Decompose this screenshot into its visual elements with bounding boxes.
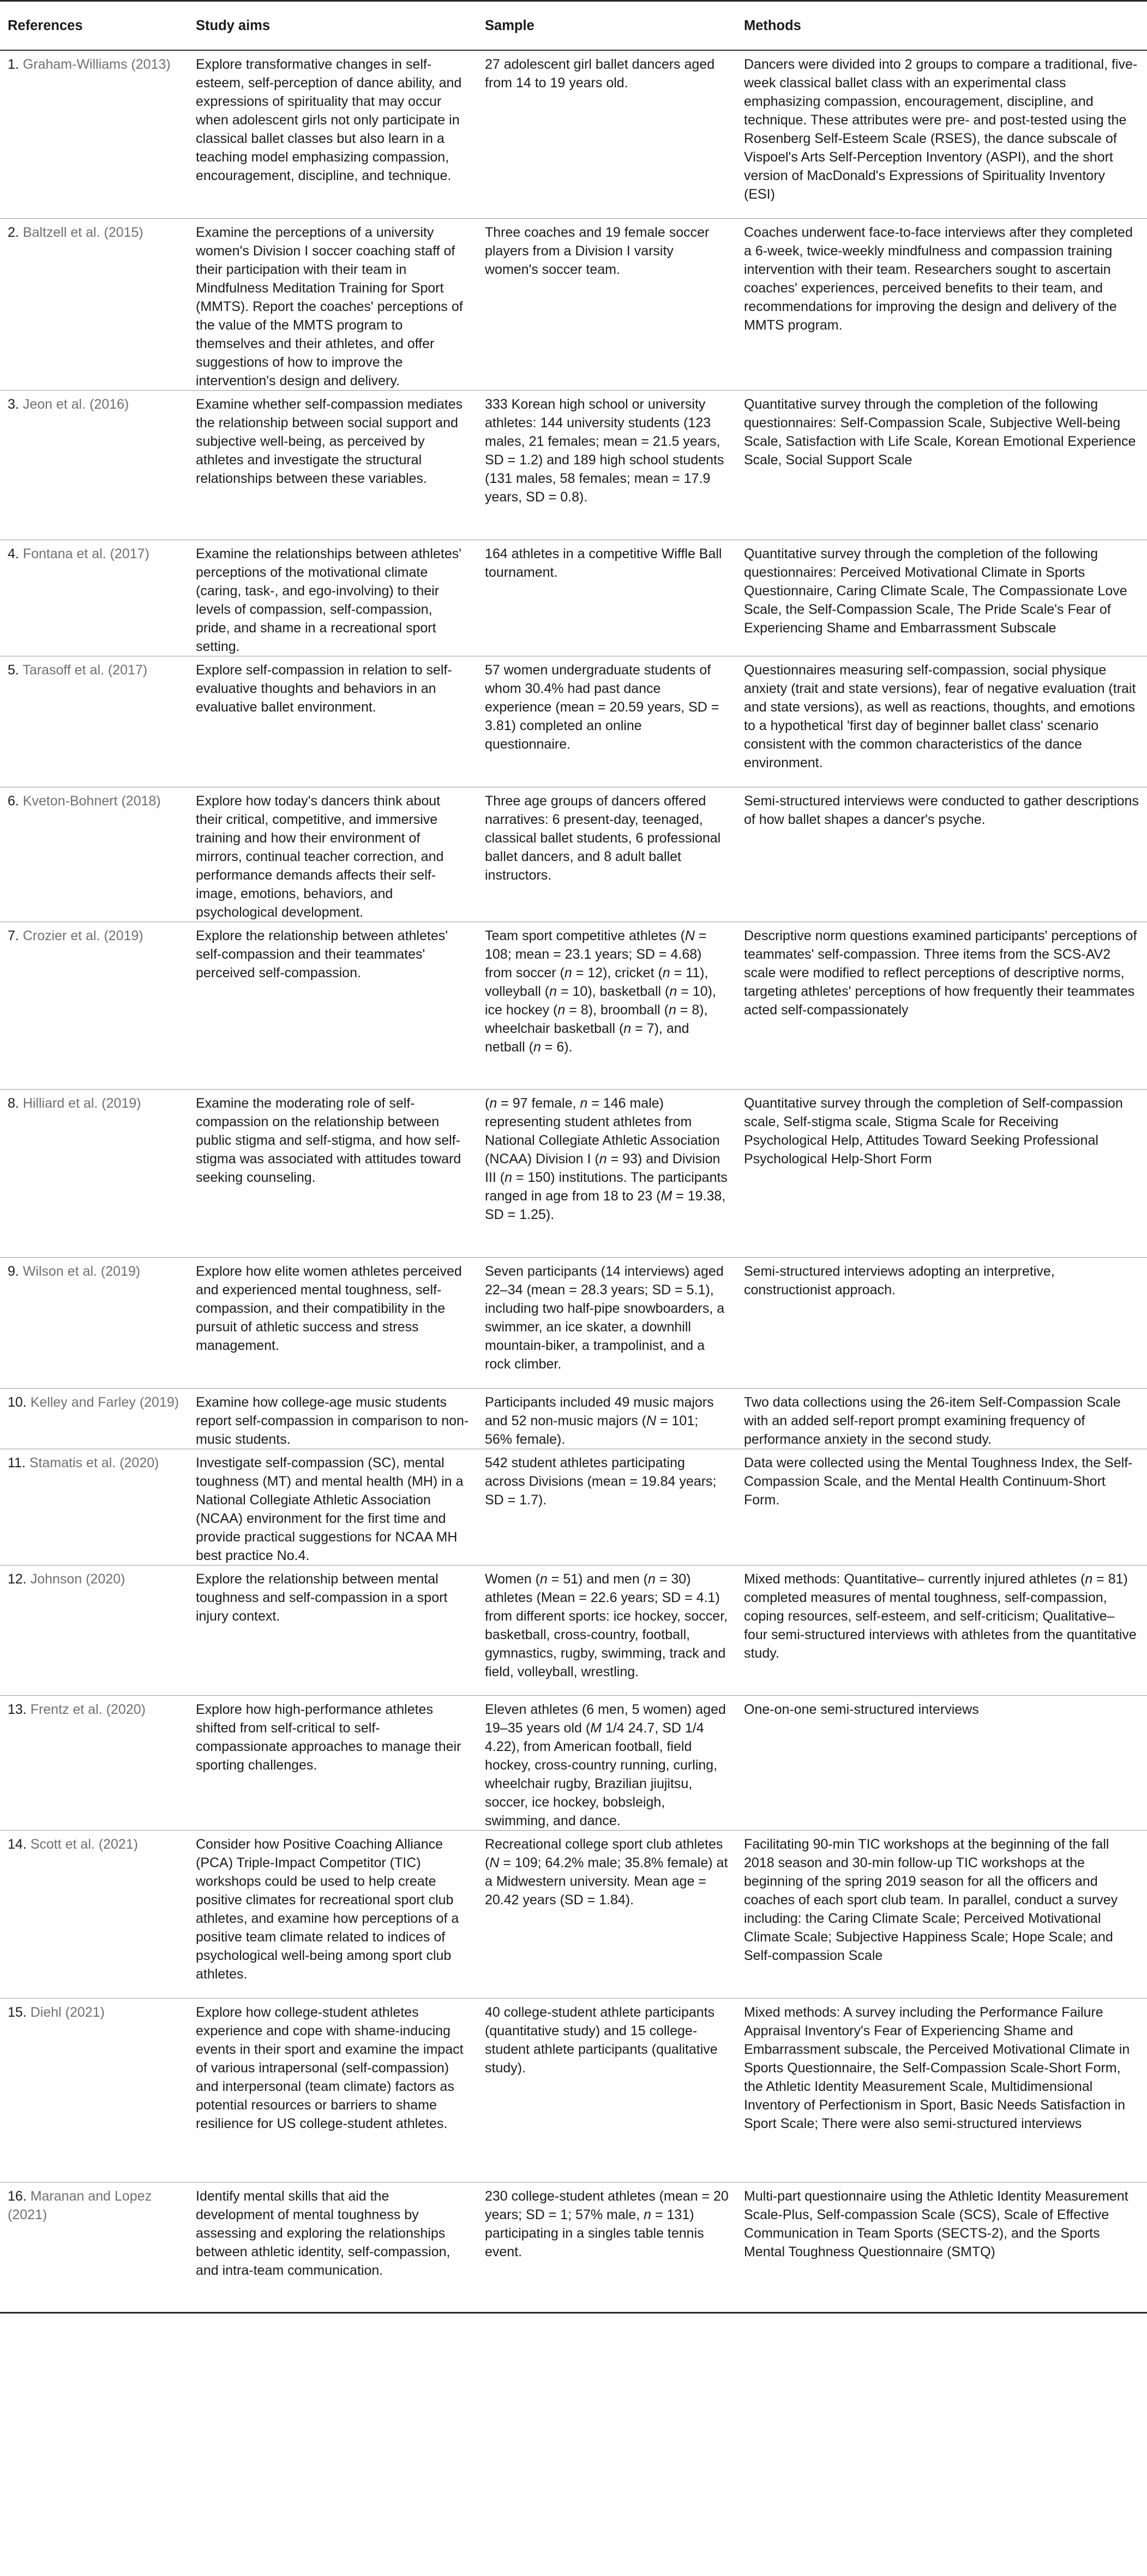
sample-cell: 230 college-student athletes (mean = 20 years; SD = 1; 57% male, n = 131) participating in a singles table tennis event. bbox=[477, 2182, 736, 2312]
table-row bbox=[0, 2182, 1147, 2312]
sample-cell: 57 women undergraduate students of whom 30.4% had past dance experience (mean = 20.59 years, SD = 3.81) completed an online questionnaire. bbox=[477, 656, 736, 787]
sample-cell: 542 student athletes participating across Divisions (mean = 19.84 years; SD = 1.7). bbox=[477, 1449, 736, 1565]
reference-cell bbox=[0, 1089, 188, 1257]
study-aims-cell: Examine how college-age music students report self-compassion in comparison to non-music students. bbox=[188, 1388, 477, 1449]
sample-cell: 333 Korean high school or university athletes: 144 university students (123 males, 21 females; mean = 21.5 years, SD = 1.2) and 189 high school students (131 males, 58 females; mean = 17.9 years, SD = 0.8). bbox=[477, 390, 736, 540]
methods-cell: One-on-one semi-structured interviews bbox=[736, 1695, 1147, 1830]
reference-link[interactable]: Maranan and Lopez (2021) bbox=[8, 2188, 152, 2222]
sample-cell: Participants included 49 music majors and 52 non-music majors (N = 101; 56% female). bbox=[477, 1388, 736, 1449]
reference-link[interactable]: Tarasoff et al. (2017) bbox=[22, 662, 148, 678]
table-row bbox=[0, 1388, 1147, 1449]
reference-cell bbox=[0, 1565, 188, 1695]
reference-link[interactable]: Kelley and Farley (2019) bbox=[30, 1394, 179, 1410]
reference-link[interactable]: Frentz et al. (2020) bbox=[30, 1701, 146, 1717]
row-number: 11. bbox=[8, 1455, 26, 1471]
reference-cell bbox=[0, 1998, 188, 2182]
row-number: 3. bbox=[8, 396, 19, 412]
sample-cell: 27 adolescent girl ballet dancers aged from 14 to 19 years old. bbox=[477, 50, 736, 218]
table-row bbox=[0, 1565, 1147, 1695]
sample-cell: Seven participants (14 interviews) aged 22–34 (mean = 28.3 years; SD = 5.1), including two half-pipe snowboarders, a swimmer, an ice skater, a downhill mountain-biker, a trampolinist, and a rock climber. bbox=[477, 1257, 736, 1388]
table-row bbox=[0, 390, 1147, 540]
row-number: 2. bbox=[8, 224, 19, 240]
methods-cell: Semi-structured interviews were conducted to gather descriptions of how ballet shapes a dancer's psyche. bbox=[736, 787, 1147, 922]
header-sample: Sample bbox=[477, 1, 736, 51]
study-aims-cell: Explore transformative changes in self-esteem, self-perception of dance ability, and expressions of spirituality that may occur when adolescent girls not only participate in classical ballet classes but also learn in a teaching model emphasizing compassion, encouragement, discipline, and technique. bbox=[188, 50, 477, 218]
study-aims-cell: Examine the relationships between athletes' perceptions of the motivational climate (caring, task-, and ego-involving) to their levels of compassion, self-compassion, pride, and shame in a recreational sport setting. bbox=[188, 540, 477, 656]
methods-cell: Descriptive norm questions examined participants' perceptions of teammates' self-compassion. Three items from the SCS-AV2 scale were modified to reflect perceptions of descriptive norms, targeting athletes' perceptions of how frequently their teammates acted self-compassionately bbox=[736, 922, 1147, 1089]
methods-cell: Quantitative survey through the completion of Self-compassion scale, Self-stigma scale, Stigma Scale for Receiving Psychological Help, Attitudes Toward Seeking Professional Psychological Help-Short Form bbox=[736, 1089, 1147, 1257]
reference-cell bbox=[0, 390, 188, 540]
methods-cell: Questionnaires measuring self-compassion, social physique anxiety (trait and state versions), fear of negative evaluation (trait and state versions), as well as reactions, thoughts, and emotions to a hypothetical 'first day of beginner ballet class' scenario consistent with the common characteristics of the dance environment. bbox=[736, 656, 1147, 787]
reference-link[interactable]: Hilliard et al. (2019) bbox=[22, 1095, 141, 1111]
methods-cell: Dancers were divided into 2 groups to compare a traditional, five-week classical ballet class with an experimental class emphasizing compassion, encouragement, discipline, and technique. These attributes were pre- and post-tested using the Rosenberg Self-Esteem Scale (RSES), the dance subscale of Vispoel's Arts Self-Perception Inventory (ASPI), and the short version of MacDonald's Expressions of Spirituality Inventory (ESI) bbox=[736, 50, 1147, 218]
study-aims-cell: Explore how high-performance athletes shifted from self-critical to self-compassionate approaches to manage their sporting challenges. bbox=[188, 1695, 477, 1830]
reference-cell bbox=[0, 2182, 188, 2312]
table-row bbox=[0, 1830, 1147, 1998]
reference-link[interactable]: Kveton-Bohnert (2018) bbox=[22, 793, 161, 809]
row-number: 5. bbox=[8, 662, 19, 678]
reference-link[interactable]: Stamatis et al. (2020) bbox=[29, 1455, 159, 1471]
header-row bbox=[0, 1, 1147, 51]
sample-cell: Eleven athletes (6 men, 5 women) aged 19–35 years old (M 1/4 24.7, SD 1/4 4.22), from American football, field hockey, cross-country running, curling, wheelchair rugby, Brazilian jiujitsu, soccer, ice hockey, bobsleigh, swimming, and dance. bbox=[477, 1695, 736, 1830]
sample-cell: Team sport competitive athletes (N = 108; mean = 23.1 years; SD = 4.68) from soccer (n = 12), cricket (n = 11), volleyball (n = 10), basketball (n = 10), ice hockey (n = 8), broomball (n = 8), wheelchair basketball (n = 7), and netball (n = 6). bbox=[477, 922, 736, 1089]
sample-cell: Recreational college sport club athletes (N = 109; 64.2% male; 35.8% female) at a Midwestern university. Mean age = 20.42 years (SD = 1.84). bbox=[477, 1830, 736, 1998]
study-aims-cell: Explore how elite women athletes perceived and experienced mental toughness, self-compassion, and their compatibility in the pursuit of athletic success and stress management. bbox=[188, 1257, 477, 1388]
reference-cell bbox=[0, 922, 188, 1089]
sample-cell: (n = 97 female, n = 146 male) representing student athletes from National Collegiate Athletic Association (NCAA) Division I (n = 93) and Division III (n = 150) institutions. The participants ranged in age from 18 to 23 (M = 19.38, SD = 1.25). bbox=[477, 1089, 736, 1257]
row-number: 1. bbox=[8, 57, 19, 72]
row-number: 12. bbox=[8, 1571, 27, 1587]
reference-cell bbox=[0, 1257, 188, 1388]
reference-link[interactable]: Scott et al. (2021) bbox=[30, 1836, 139, 1852]
study-aims-cell: Examine the perceptions of a university women's Division I soccer coaching staff of their participation with their team in Mindfulness Meditation Training for Sport (MMTS). Report the coaches' perceptions of the value of the MMTS program to themselves and their athletes, and offer suggestions of how to improve the intervention's design and delivery. bbox=[188, 218, 477, 390]
reference-link[interactable]: Jeon et al. (2016) bbox=[22, 396, 129, 412]
table-header bbox=[0, 1, 1147, 51]
reference-cell bbox=[0, 50, 188, 218]
methods-cell: Two data collections using the 26-item Self-Compassion Scale with an added self-report prompt examining frequency of performance anxiety in the second study. bbox=[736, 1388, 1147, 1449]
table-row bbox=[0, 540, 1147, 656]
reference-link[interactable]: Fontana et al. (2017) bbox=[22, 546, 149, 561]
row-number: 14. bbox=[8, 1836, 27, 1852]
reference-cell bbox=[0, 540, 188, 656]
reference-link[interactable]: Johnson (2020) bbox=[30, 1571, 125, 1587]
study-aims-cell: Explore how college-student athletes experience and cope with shame-inducing events in their sport and examine the impact of various intrapersonal (self-compassion) and interpersonal (team climate) factors as potential resources or barriers to shame resilience for US college-student athletes. bbox=[188, 1998, 477, 2182]
study-aims-cell: Explore self-compassion in relation to self-evaluative thoughts and behaviors in an evaluative ballet environment. bbox=[188, 656, 477, 787]
row-number: 7. bbox=[8, 928, 19, 943]
study-aims-cell: Consider how Positive Coaching Alliance (PCA) Triple-Impact Competitor (TIC) workshops could be used to help create positive climates for recreational sport club athletes, and examine how perceptions of a positive team climate related to indices of psychological well-being among sport club athletes. bbox=[188, 1830, 477, 1998]
reference-cell bbox=[0, 1695, 188, 1830]
methods-cell: Semi-structured interviews adopting an interpretive, constructionist approach. bbox=[736, 1257, 1147, 1388]
table-row bbox=[0, 1089, 1147, 1257]
row-number: 9. bbox=[8, 1263, 19, 1279]
study-aims-cell: Explore how today's dancers think about their critical, competitive, and immersive training and how their environment of mirrors, continual teacher correction, and performance demands affects their self-image, emotions, behaviors, and psychological development. bbox=[188, 787, 477, 922]
row-number: 15. bbox=[8, 2004, 27, 2020]
header-study-aims: Study aims bbox=[188, 1, 477, 51]
methods-cell: Quantitative survey through the completion of the following questionnaires: Perceived Motivational Climate in Sports Questionnaire, Caring Climate Scale, The Compassionate Love Scale, the Self-Compassion Scale, The Pride Scale's Fear of Experiencing Shame and Embarrassment Subscale bbox=[736, 540, 1147, 656]
study-aims-cell: Explore the relationship between mental toughness and self-compassion in a sport injury context. bbox=[188, 1565, 477, 1695]
reference-cell bbox=[0, 656, 188, 787]
reference-link[interactable]: Baltzell et al. (2015) bbox=[22, 224, 143, 240]
table-row bbox=[0, 1257, 1147, 1388]
sample-cell: 40 college-student athlete participants (quantitative study) and 15 college-student athlete participants (qualitative study). bbox=[477, 1998, 736, 2182]
row-number: 13. bbox=[8, 1701, 27, 1717]
methods-cell: Coaches underwent face-to-face interviews after they completed a 6-week, twice-weekly mindfulness and compassion training intervention with their team. Researchers sought to ascertain coaches' experiences, perceived benefits to their team, and recommendations for improving the design and delivery of the MMTS program. bbox=[736, 218, 1147, 390]
sample-cell: 164 athletes in a competitive Wiffle Ball tournament. bbox=[477, 540, 736, 656]
study-aims-cell: Explore the relationship between athletes' self-compassion and their teammates' perceived self-compassion. bbox=[188, 922, 477, 1089]
row-number: 16. bbox=[8, 2188, 27, 2204]
reference-link[interactable]: Diehl (2021) bbox=[30, 2004, 105, 2020]
methods-cell: Data were collected using the Mental Toughness Index, the Self-Compassion Scale, and the Mental Health Continuum-Short Form. bbox=[736, 1449, 1147, 1565]
methods-cell: Multi-part questionnaire using the Athletic Identity Measurement Scale-Plus, Self-compassion Scale (SCS), Scale of Effective Communication in Team Sports (SECTS-2), and the Sports Mental Toughness Questionnaire (SMTQ) bbox=[736, 2182, 1147, 2312]
sample-cell: Three age groups of dancers offered narratives: 6 present-day, teenaged, classical ballet students, 6 professional ballet dancers, and 8 adult ballet instructors. bbox=[477, 787, 736, 922]
reference-cell bbox=[0, 1830, 188, 1998]
reference-cell bbox=[0, 218, 188, 390]
reference-cell bbox=[0, 787, 188, 922]
study-aims-cell: Identify mental skills that aid the development of mental toughness by assessing and exploring the relationships between athletic identity, self-compassion, and intra-team communication. bbox=[188, 2182, 477, 2312]
sample-cell: Three coaches and 19 female soccer players from a Division I varsity women's soccer team. bbox=[477, 218, 736, 390]
reference-cell bbox=[0, 1449, 188, 1565]
methods-cell: Mixed methods: A survey including the Performance Failure Appraisal Inventory's Fear of Experiencing Shame and Embarrassment subscale, the Perceived Motivational Climate in Sports Questionnaire, the Self-Compassion Scale-Short Form, the Athletic Identity Measurement Scale, Multidimensional Inventory of Perfectionism in Sport, Basic Needs Satisfaction in Sport Scale; There were also semi-structured interviews bbox=[736, 1998, 1147, 2182]
table-row bbox=[0, 922, 1147, 1089]
table-row bbox=[0, 787, 1147, 922]
table-row bbox=[0, 50, 1147, 218]
table-row bbox=[0, 1998, 1147, 2182]
row-number: 8. bbox=[8, 1095, 19, 1111]
methods-cell: Quantitative survey through the completion of the following questionnaires: Self-Compassion Scale, Subjective Well-being Scale, Satisfaction with Life Scale, Korean Emotional Experience Scale, Social Support Scale bbox=[736, 390, 1147, 540]
header-methods: Methods bbox=[736, 1, 1147, 51]
row-number: 6. bbox=[8, 793, 19, 809]
reference-link[interactable]: Wilson et al. (2019) bbox=[22, 1263, 141, 1279]
study-aims-cell: Examine the moderating role of self-compassion on the relationship between public stigma and self-stigma, and how self-stigma was associated with attitudes toward seeking counseling. bbox=[188, 1089, 477, 1257]
table-row bbox=[0, 1449, 1147, 1565]
methods-cell: Facilitating 90-min TIC workshops at the beginning of the fall 2018 season and 30-min follow-up TIC workshops at the beginning of the spring 2019 season for all the officers and coaches of each sport club team. In parallel, conduct a survey including: the Caring Climate Scale; Perceived Motivational Climate Scale; Subjective Happiness Scale; Hope Scale; and Self-compassion Scale bbox=[736, 1830, 1147, 1998]
methods-cell: Mixed methods: Quantitative– currently injured athletes (n = 81) completed measures of mental toughness, self-compassion, coping resources, self-esteem, and self-criticism; Qualitative– four semi-structured interviews with athletes from the quantitative study. bbox=[736, 1565, 1147, 1695]
row-number: 4. bbox=[8, 546, 19, 561]
header-references: References bbox=[0, 1, 188, 51]
reference-link[interactable]: Graham-Williams (2013) bbox=[22, 57, 171, 72]
sample-cell: Women (n = 51) and men (n = 30) athletes (Mean = 22.6 years; SD = 4.1) from different sports: ice hockey, soccer, basketball, cross-country, football, gymnastics, rugby, swimming, track and field, volleyball, wrestling. bbox=[477, 1565, 736, 1695]
table-row bbox=[0, 656, 1147, 787]
study-aims-cell: Examine whether self-compassion mediates the relationship between social support and subjective well-being, as perceived by athletes and investigate the structural relationships between these variables. bbox=[188, 390, 477, 540]
table-body bbox=[0, 50, 1147, 2312]
study-aims-cell: Investigate self-compassion (SC), mental toughness (MT) and mental health (MH) in a National Collegiate Athletic Association (NCAA) environment for the first time and provide practical suggestions for NCAA MH best practice No.4. bbox=[188, 1449, 477, 1565]
reference-link[interactable]: Crozier et al. (2019) bbox=[22, 928, 143, 943]
table-row bbox=[0, 218, 1147, 390]
table-row bbox=[0, 1695, 1147, 1830]
row-number: 10. bbox=[8, 1394, 27, 1410]
reference-cell bbox=[0, 1388, 188, 1449]
